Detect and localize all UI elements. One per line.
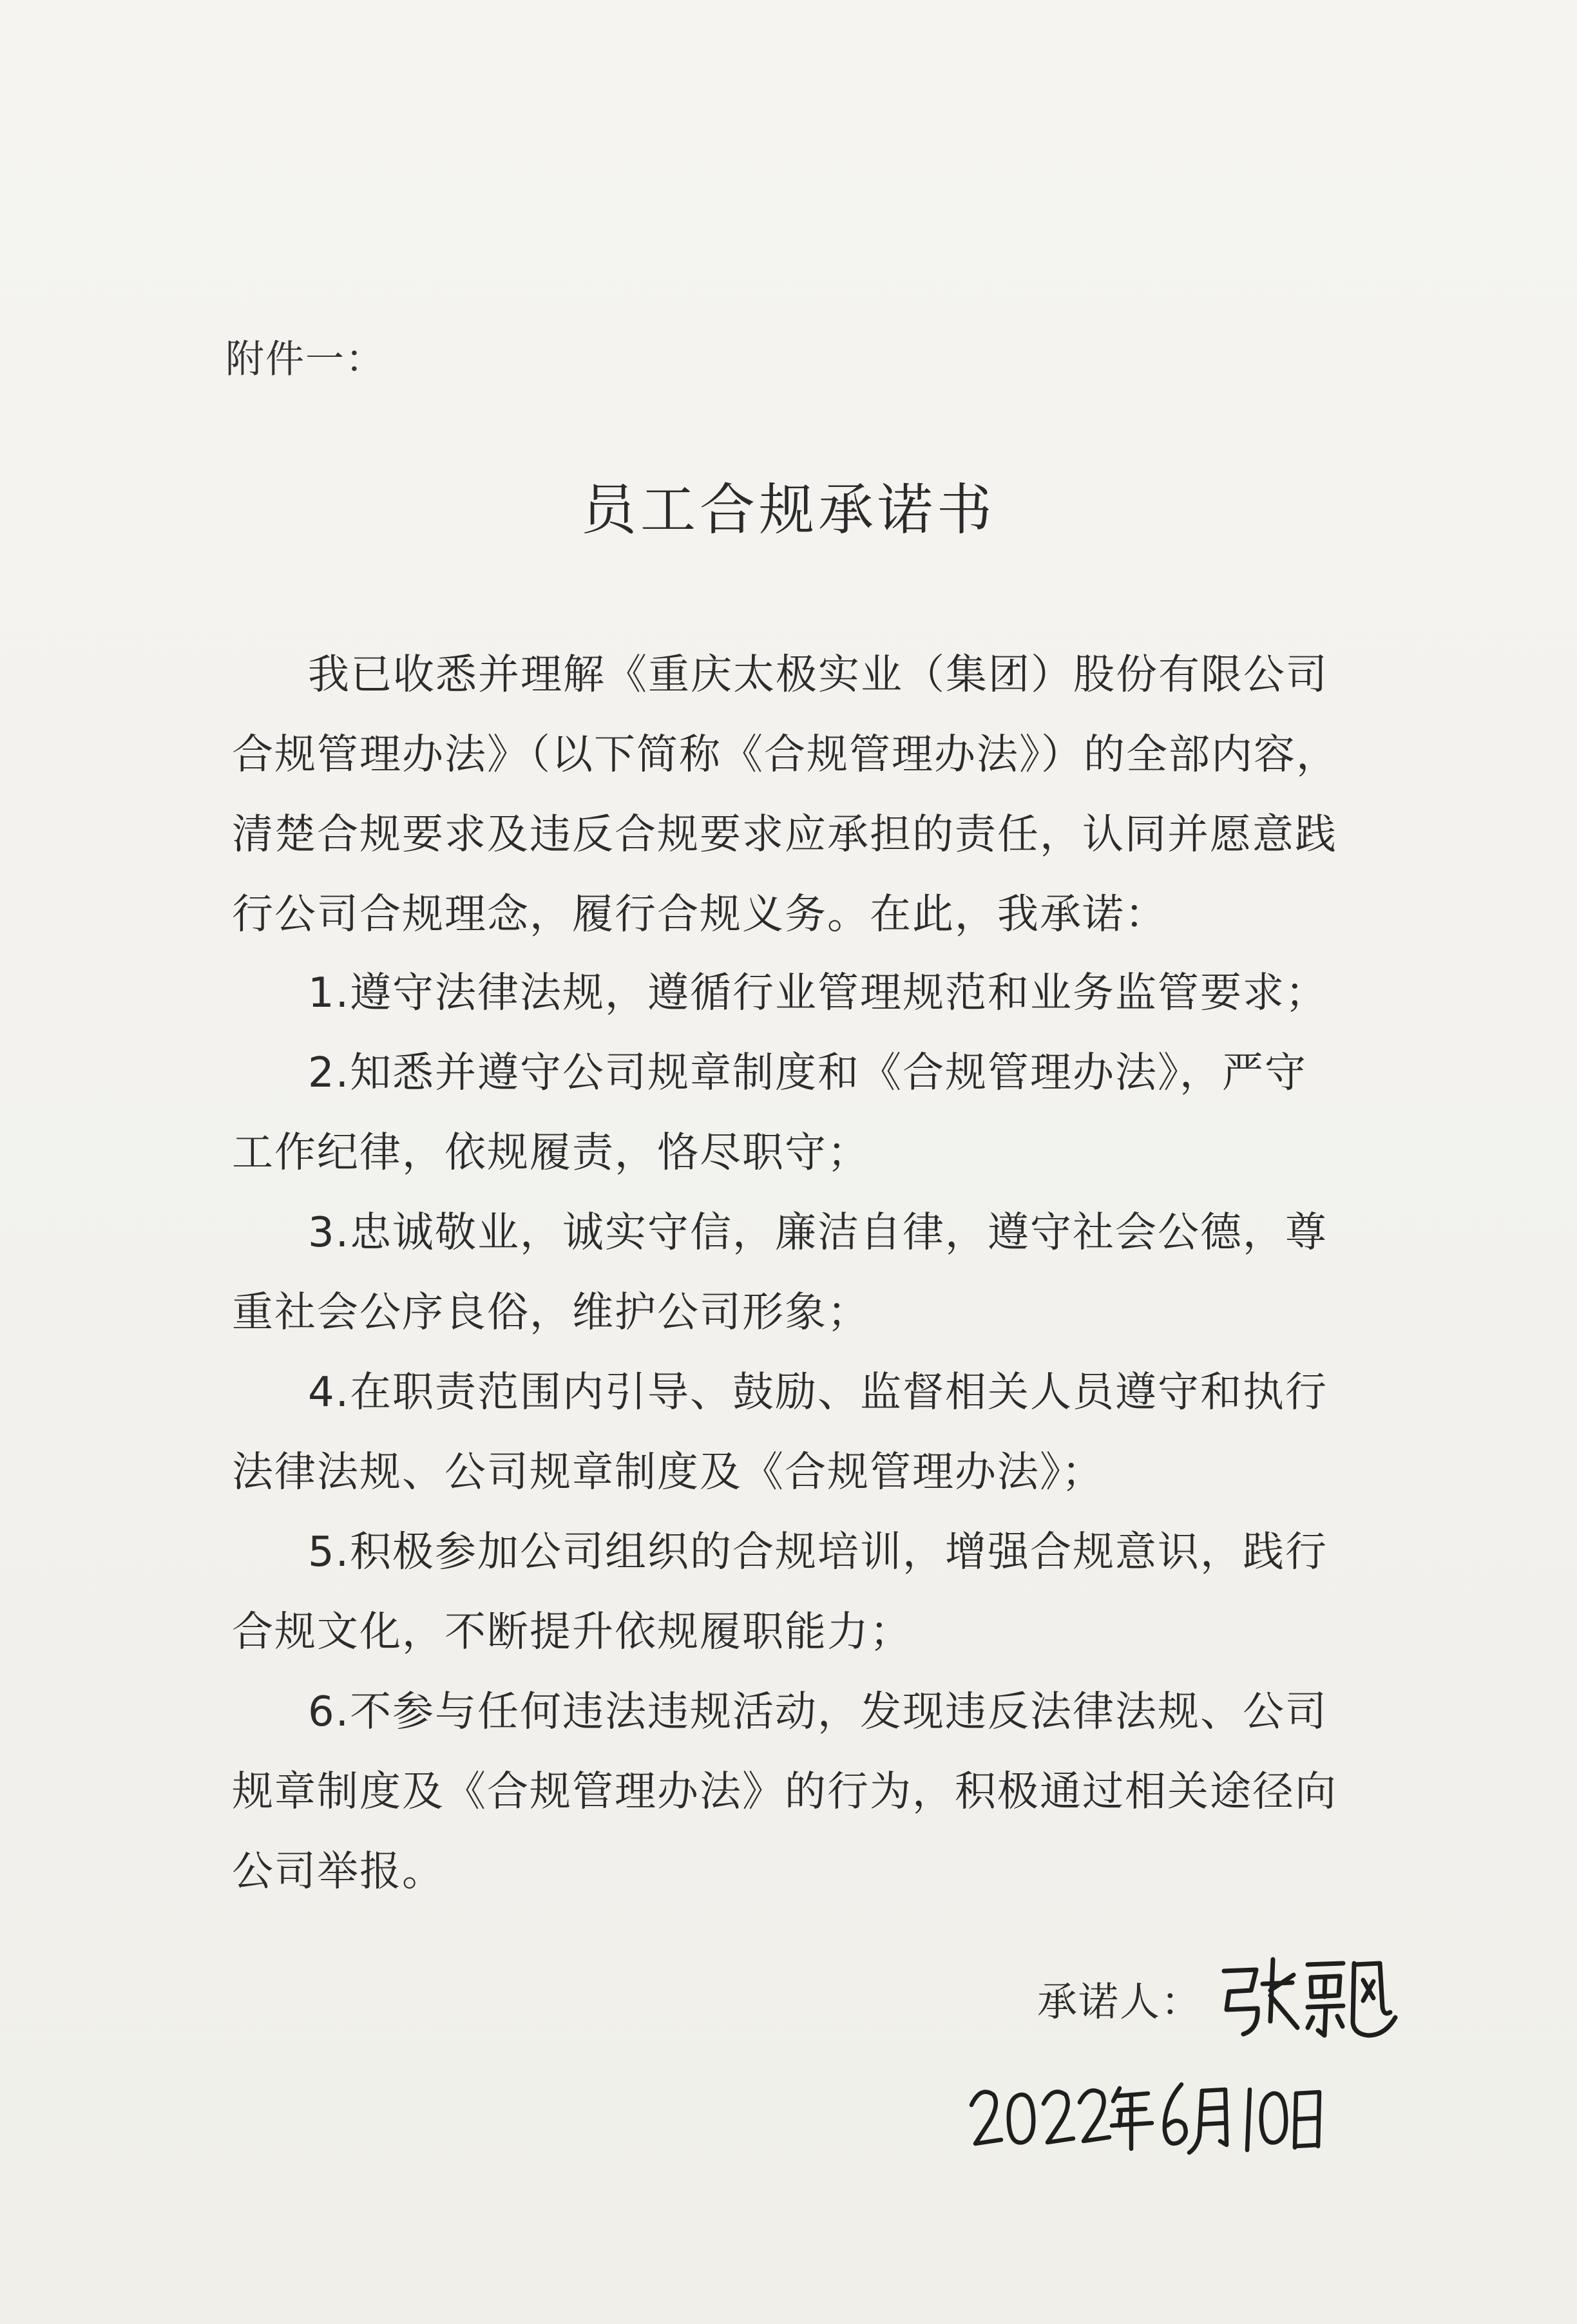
body-line: 合规管理办法》（以下简称《合规管理办法》）的全部内容， xyxy=(232,731,1339,779)
body-line: 重社会公序良俗，维护公司形象； xyxy=(232,1289,870,1337)
body-line: 规章制度及《合规管理办法》的行为，积极通过相关途径向 xyxy=(232,1768,1337,1816)
body-line: 行公司合规理念，履行合规义务。在此，我承诺： xyxy=(232,891,1167,938)
body-line: 工作纪律，依规履责，恪尽职守； xyxy=(232,1129,870,1177)
handwritten-date xyxy=(966,2072,1327,2162)
body-line: 我已收悉并理解《重庆太极实业（集团）股份有限公司 xyxy=(308,651,1328,699)
document-title: 员工合规承诺书 xyxy=(581,478,996,542)
body-line: 4.在职责范围内引导、鼓励、监督相关人员遵守和执行 xyxy=(308,1369,1328,1416)
body-line: 公司举报。 xyxy=(232,1848,444,1896)
body-line: 2.知悉并遵守公司规章制度和《合规管理办法》，严守 xyxy=(308,1049,1308,1097)
body-line: 3.忠诚敬业，诚实守信，廉洁自律，遵守社会公德，尊 xyxy=(308,1209,1328,1257)
body-line: 法律法规、公司规章制度及《合规管理办法》； xyxy=(232,1449,1104,1496)
attachment-label: 附件一： xyxy=(225,337,385,382)
signer-label: 承诺人： xyxy=(1037,1978,1203,2025)
body-line: 合规文化，不断提升依规履职能力； xyxy=(232,1608,912,1656)
body-line: 清楚合规要求及违反合规要求应承担的责任，认同并愿意践 xyxy=(232,811,1337,859)
handwritten-signature xyxy=(1211,1945,1404,2042)
body-line: 1.遵守法律法规，遵循行业管理规范和业务监管要求； xyxy=(308,969,1328,1017)
body-line: 6.不参与任何违法违规活动，发现违反法律法规、公司 xyxy=(308,1688,1328,1736)
body-line: 5.积极参加公司组织的合规培训，增强合规意识，践行 xyxy=(308,1529,1328,1576)
